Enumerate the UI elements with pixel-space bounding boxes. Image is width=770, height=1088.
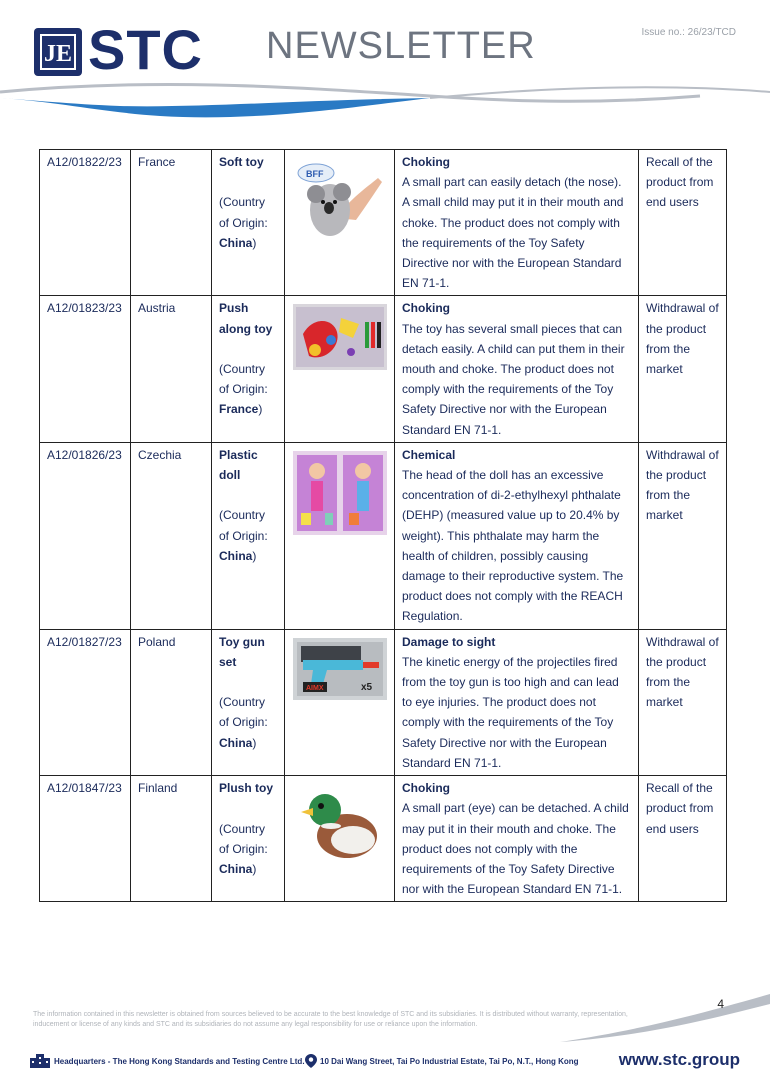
address-label: 10 Dai Wang Street, Tai Po Industrial Estate, Tai Po, N.T., Hong Kong — [320, 1057, 579, 1066]
svg-text:E: E — [56, 41, 73, 67]
origin-suffix: ) — [252, 861, 257, 876]
newsletter-header — [0, 0, 770, 125]
hazard-description: A small part can easily detach (the nose). A small child may put it in their mouth and choke. The product does not comply with the requirements of the Toy Safety Directive nor with the European Standard EN 71-1. — [402, 175, 624, 291]
origin-suffix: ) — [252, 235, 257, 250]
product-image-cell — [285, 150, 395, 296]
measure-cell: Recall of the product from end users — [639, 776, 727, 902]
ref-cell: A12/01826/23 — [40, 442, 131, 629]
stc-logo-text: STC — [88, 18, 203, 81]
product-cell — [212, 629, 285, 775]
origin-prefix: (Country of Origin: — [219, 695, 268, 730]
svg-text:x5: x5 — [360, 681, 372, 693]
product-image-cell — [285, 296, 395, 442]
plastic-doll-image — [293, 451, 387, 535]
header-swoosh-decoration — [0, 78, 770, 128]
product-name: Push along toy — [219, 301, 273, 336]
toy-gun-set-image — [293, 638, 387, 700]
table-row — [40, 629, 727, 775]
product-cell — [212, 776, 285, 902]
country-cell: Poland — [131, 629, 212, 775]
country-cell: Finland — [131, 776, 212, 902]
measure-cell: Withdrawal of the product from the market — [639, 442, 727, 629]
newsletter-title: NEWSLETTER — [266, 25, 536, 67]
origin-prefix: (Country of Origin: — [219, 195, 268, 230]
ref-cell: A12/01827/23 — [40, 629, 131, 775]
svg-text:AIMX: AIMX — [305, 684, 323, 692]
product-cell — [212, 150, 285, 296]
origin-prefix: (Country of Origin: — [219, 821, 268, 856]
measure-cell: Recall of the product from end users — [639, 150, 727, 296]
ref-cell: A12/01822/23 — [40, 150, 131, 296]
hazard-description: The toy has several small pieces that can detach easily. A child can put them in their mouth and choke. The product does not comply with the requirements of the Toy Safety Directive nor with the European Standard EN 71-1. — [402, 321, 625, 437]
product-cell — [212, 296, 285, 442]
page-footer — [30, 1052, 740, 1074]
hazard-description: A small part (eye) can be detached. A child may put it in their mouth and choke. The product does not comply with the requirements of the Toy Safety Directive nor with the European Standard EN 71-1. — [402, 801, 629, 897]
description-cell — [395, 776, 639, 902]
hazard-type: Choking — [402, 781, 450, 796]
product-name: Toy gun set — [219, 634, 265, 669]
product-name: Plush toy — [219, 781, 274, 796]
duck-plush-toy-image — [295, 784, 385, 864]
product-image-cell — [285, 442, 395, 629]
origin-prefix: (Country of Origin: — [219, 508, 268, 543]
product-name: Soft toy — [219, 155, 264, 169]
product-name: Plastic doll — [219, 447, 258, 483]
description-cell — [395, 150, 639, 296]
hazard-description: The head of the doll has an excessive concentration of di-2-ethylhexyl phthalate (DEHP) (measured value up to 20.4% by weight). This phthalate may harm the health of children, possibly causing damage to their reproductive system. The product does not comply with the REACH Regulation. — [402, 468, 624, 624]
headquarters-label: Headquarters - The Hong Kong Standards and Testing Centre Ltd. — [54, 1057, 305, 1066]
stc-logo-icon — [34, 28, 82, 76]
hazard-type: Chemical — [402, 447, 456, 462]
product-cell — [212, 442, 285, 629]
country-cell: Austria — [131, 296, 212, 442]
recall-table — [39, 149, 727, 902]
country-cell: Czechia — [131, 442, 212, 629]
origin-suffix: ) — [252, 735, 257, 750]
website-link[interactable]: www.stc.group — [618, 1050, 740, 1069]
page-number: 4 — [717, 997, 724, 1011]
hazard-type: Damage to sight — [402, 634, 496, 649]
table-row — [40, 776, 727, 902]
country-cell: France — [131, 150, 212, 296]
ref-cell: A12/01847/23 — [40, 776, 131, 902]
ref-cell: A12/01823/23 — [40, 296, 131, 442]
koala-soft-toy-image — [296, 158, 384, 250]
hazard-type: Choking — [402, 155, 450, 169]
origin-suffix: ) — [258, 402, 263, 417]
origin-suffix: ) — [252, 548, 257, 563]
location-pin-icon — [305, 1054, 317, 1068]
origin-country: China — [219, 235, 253, 250]
table-row — [40, 150, 727, 296]
issue-number: Issue no.: 26/23/TCD — [641, 27, 736, 38]
description-cell — [395, 442, 639, 629]
measure-cell: Withdrawal of the product from the market — [639, 629, 727, 775]
origin-country: China — [219, 861, 253, 876]
table-row — [40, 296, 727, 442]
disclaimer-text: The information contained in this newsletter is obtained from sources believed to be accurate to the best knowledge of STC and its subsidiaries. It is distributed without warranty, representation, inducement or license of any kinds and STC and its subsidiaries do not assume any legal responsibility for use or reliance upon the information. — [33, 1011, 628, 1028]
origin-country: China — [219, 735, 253, 750]
measure-cell: Withdrawal of the product from the market — [639, 296, 727, 442]
push-along-toy-image — [293, 304, 387, 370]
hazard-description: The kinetic energy of the projectiles fired from the toy gun is too high and can lead to eye injuries. The product does not comply with the requirements of the Toy Safety Directive nor with the European Standard EN 71-1. — [402, 654, 619, 770]
svg-text:J: J — [44, 41, 56, 67]
svg-text:BFF: BFF — [305, 169, 323, 179]
description-cell — [395, 629, 639, 775]
origin-country: China — [219, 548, 253, 563]
hazard-type: Choking — [402, 301, 450, 316]
building-icon — [30, 1054, 50, 1068]
origin-country: France — [219, 402, 259, 417]
description-cell — [395, 296, 639, 442]
origin-prefix: (Country of Origin: — [219, 362, 268, 397]
product-image-cell — [285, 776, 395, 902]
table-row — [40, 442, 727, 629]
product-image-cell — [285, 629, 395, 775]
